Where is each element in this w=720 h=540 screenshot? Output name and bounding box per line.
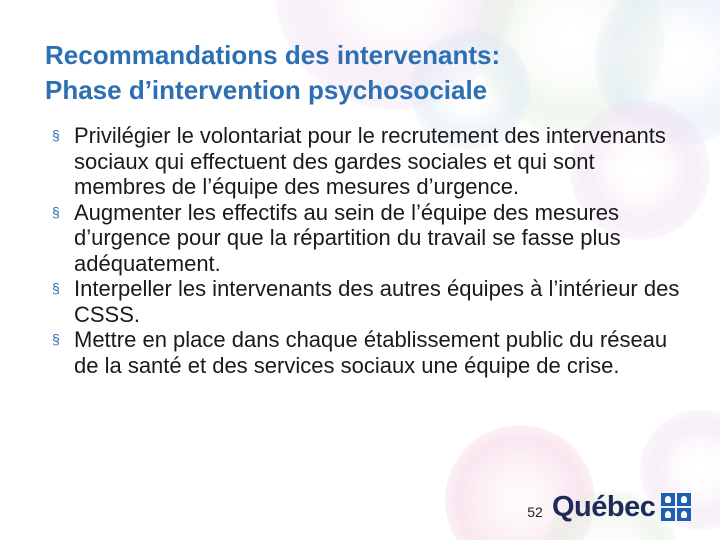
bullet-text: Augmenter les effectifs au sein de l’équipe des mesures d’urgence pour que la répartition du travail se fasse plus adéquatement.	[74, 199, 621, 276]
title-line-1: Recommandations des intervenants:	[45, 40, 501, 70]
logo-wordmark: Québec	[552, 490, 656, 523]
bullet-text: Privilégier le volontariat pour le recrutement des intervenants sociaux qui effectuent des gardes sociales et qui sont membres de l’équipe des mesures d’urgence.	[74, 123, 666, 199]
slide-title	[45, 38, 695, 108]
fleur-de-lis-icon	[661, 508, 675, 521]
fleur-de-lis-icon	[677, 493, 691, 506]
quebec-logo	[552, 489, 691, 525]
bullet-marker-icon: §	[52, 127, 60, 143]
bullet-marker-icon: §	[52, 331, 60, 347]
title-line-2: Phase d’intervention psychosociale	[45, 75, 488, 105]
fleur-de-lis-icon	[677, 508, 691, 521]
bullet-marker-icon: §	[52, 280, 60, 296]
fleurdelise-flag-icon	[661, 493, 691, 521]
fleur-de-lis-icon	[661, 493, 675, 506]
bullet-marker-icon: §	[52, 203, 60, 220]
bullet-item	[50, 200, 690, 277]
page-number: 52	[527, 504, 543, 520]
bullet-item	[50, 327, 690, 378]
bullet-text: Mettre en place dans chaque établissement public du réseau de la santé et des services sociaux une équipe de crise.	[74, 327, 668, 378]
bullet-text: Interpeller les intervenants des autres équipes à l’intérieur des CSSS.	[74, 276, 680, 327]
bullet-item	[50, 123, 690, 200]
bullet-list	[50, 123, 690, 378]
bullet-item	[50, 276, 690, 327]
